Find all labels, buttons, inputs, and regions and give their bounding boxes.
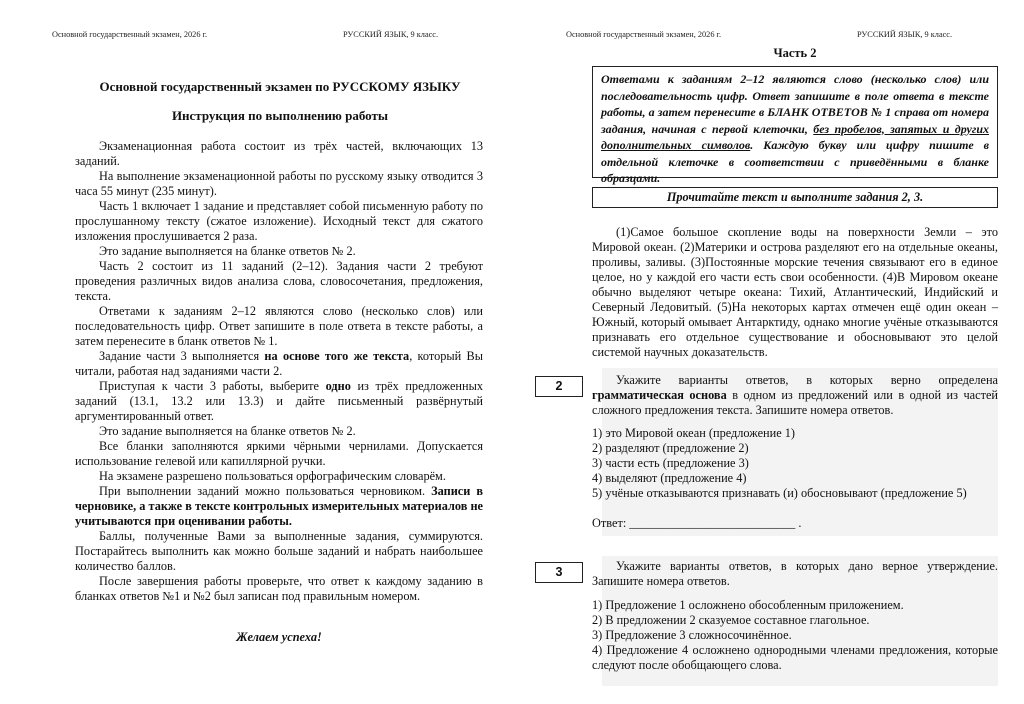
running-header-right-2: РУССКИЙ ЯЗЫК, 9 класс. — [857, 30, 953, 39]
paragraph-5: Часть 2 состоит из 11 заданий (2–12). Задания части 2 требуют проведения различных видов анализа слова, словосочетания, предложения, текста. — [75, 259, 483, 303]
task-number-2: 2 — [535, 376, 583, 397]
task-2-option-3: 3) части есть (предложение 3) — [592, 456, 749, 470]
task-2-option-4: 4) выделяют (предложение 4) — [592, 471, 747, 485]
task-2-option-5: 5) учёные отказываются признавать (и) обосновывают (предложение 5) — [592, 486, 967, 500]
task-3-question: Укажите варианты ответов, в которых дано верное утверждение. Запишите номера ответов. — [592, 559, 998, 588]
exam-title: Основной государственный экзамен по РУССКОМУ ЯЗЫКУ — [99, 79, 461, 94]
paragraph-4: Это задание выполняется на бланке ответов № 2. — [99, 244, 356, 258]
paragraph-13: Баллы, полученные Вами за выполненные задания, суммируются. Постарайтесь выполнить как можно больше заданий и набрать наибольшее количество баллов. — [75, 529, 483, 573]
task-3-option-4: 4) Предложение 4 осложнено однородными членами предложения, которые следуют после обобщающего слова. — [592, 643, 998, 672]
paragraph-1: Экзаменационная работа состоит из трёх частей, включающих 13 заданий. — [75, 139, 483, 168]
right-page — [512, 0, 1024, 704]
paragraph-14: После завершения работы проверьте, что ответ к каждому заданию в бланках ответов №1 и №2 был записан под правильным номером. — [75, 574, 483, 603]
paragraph-11: На экзамене разрешено пользоваться орфографическим словарём. — [99, 469, 446, 483]
instruction-box: Ответами к заданиям 2–12 являются слово (несколько слов) или последовательность цифр. Ответ запишите в поле ответа в тексте работы, а затем перенесите в БЛАНК ОТВЕТОВ № 1 справа от номера задания, начиная с первой клеточки, без пробелов, запятых и других дополнительных символов. Каждую букву или цифру пишите в отдельной клеточке в соответствии с приведёнными в бланке образцами. — [592, 66, 998, 178]
passage-text: (1)Самое большое скопление воды на поверхности Земли – это Мировой океан. (2)Материки и острова разделяют его на отдельные океаны, проливы, заливы. (3)Постоянные морские течения связывают его в единое целое, но у каждой его части есть свои особенности. (4)В Мировом океане обычно выделяют четыре океана: Тихий, Атлантический, Индийский и Северный Ледовитый. (5)На некоторых картах отмечен ещё один океан – Южный, который омывает Антарктиду, однако многие учёные отказываются признавать его отдельное существование и обосновывают это целой системой научных доказательств. — [592, 225, 998, 359]
paragraph-10: Все бланки заполняются яркими чёрными чернилами. Допускается использование гелевой или капиллярной ручки. — [75, 439, 483, 468]
task-2-option-1: 1) это Мировой океан (предложение 1) — [592, 426, 795, 440]
read-prompt-box: Прочитайте текст и выполните задания 2, 3. — [592, 187, 998, 208]
task-2-answer-line: Ответ: ___________________________ . — [592, 516, 802, 530]
task-2-option-2: 2) разделяют (предложение 2) — [592, 441, 749, 455]
part-title: Часть 2 — [773, 46, 817, 60]
paragraph-8: Приступая к части 3 работы, выберите одно из трёх предложенных заданий (13.1, 13.2 или 13.3) и дайте письменный развёрнутый аргументированный ответ. — [75, 379, 483, 423]
paragraph-2: На выполнение экзаменационной работы по русскому языку отводится 3 часа 55 минут (235 минут). — [75, 169, 483, 198]
running-header-left: Основной государственный экзамен, 2026 г. — [52, 30, 208, 39]
paragraph-6: Ответами к заданиям 2–12 являются слово (несколько слов) или последовательность цифр. Ответ запишите в поле ответа в тексте работы, а затем перенесите в бланк ответов № 1. — [75, 304, 483, 348]
task-3-option-3: 3) Предложение 3 сложносочинённое. — [592, 628, 792, 642]
task-number-3: 3 — [535, 562, 583, 583]
running-header-left-2: Основной государственный экзамен, 2026 г. — [566, 30, 722, 39]
paragraph-3: Часть 1 включает 1 задание и представляет собой письменную работу по прослушанному тексту (сжатое изложение). Исходный текст для сжатого изложения прослушивается 2 раза. — [75, 199, 483, 243]
task-3-option-1: 1) Предложение 1 осложнено обособленным приложением. — [592, 598, 904, 612]
paragraph-12: При выполнении заданий можно пользоваться черновиком. Записи в черновике, а также в тексте контрольных измерительных материалов не учитываются при оценивании работы. — [75, 484, 484, 528]
running-header-right: РУССКИЙ ЯЗЫК, 9 класс. — [343, 30, 439, 39]
closing-wish: Желаем успеха! — [236, 630, 322, 644]
task-2-question: Укажите варианты ответов, в которых верно определена грамматическая основа в одном из предложений или в одной из частей сложного предложения текста. Запишите номера ответов. — [592, 373, 998, 417]
paragraph-9: Это задание выполняется на бланке ответов № 2. — [99, 424, 356, 438]
instruction-heading: Инструкция по выполнению работы — [171, 108, 389, 123]
task-3-option-2: 2) В предложении 2 сказуемое составное глагольное. — [592, 613, 870, 627]
paragraph-7: Задание части 3 выполняется на основе того же текста, который Вы читали, работая над заданиями части 2. — [75, 349, 483, 378]
